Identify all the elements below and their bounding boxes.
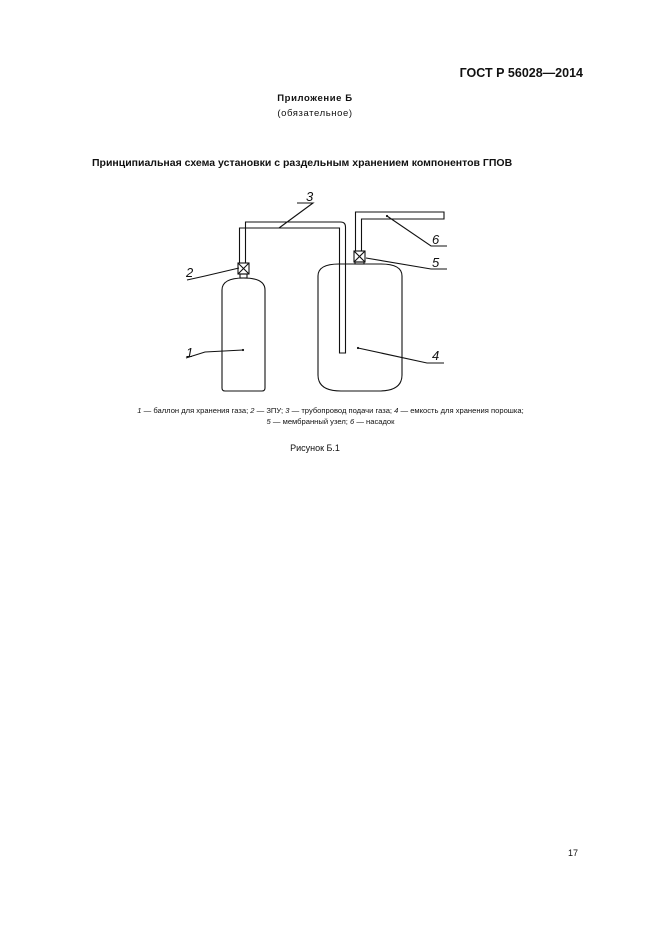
annex-status: (обязательное) — [277, 108, 353, 119]
callout-1: 1 — [186, 345, 194, 360]
legend-item-1-num: 1 — [137, 406, 142, 415]
page-number: 17 — [568, 848, 579, 858]
legend-item-3-num: 3 — [285, 406, 290, 415]
leader-3 — [279, 203, 313, 228]
legend-item-4-num: 4 — [394, 406, 399, 415]
legend-item-5-num: 5 — [266, 417, 271, 426]
legend-item-2-num: 2 — [250, 406, 255, 415]
figure-legend-line-1 — [0, 406, 661, 415]
membrane-neck — [355, 262, 364, 264]
legend-item-3-text: — трубопровод подачи газа; — [289, 406, 395, 415]
zpu-neck — [240, 274, 247, 278]
legend-item-1-text: — баллон для хранения газа; — [141, 406, 251, 415]
leader-1 — [186, 350, 243, 358]
legend-item-6-num: 6 — [349, 417, 355, 426]
powder-vessel — [318, 264, 402, 391]
legend-item-5-text: — мембранный узел; — [270, 417, 350, 426]
callout-3: 3 — [306, 189, 314, 204]
callout-5: 5 — [432, 255, 440, 270]
figure-heading: Принципиальная схема установки с раздельным хранением компонентов ГПОВ — [92, 157, 513, 169]
standard-code: ГОСТ Р 56028—2014 — [459, 66, 583, 80]
legend-item-2-text: — ЗПУ; — [254, 406, 286, 415]
callout-2: 2 — [186, 265, 194, 280]
gas-pipeline — [240, 222, 346, 353]
callout-6: 6 — [432, 232, 440, 247]
callout-4: 4 — [432, 348, 440, 363]
figure-legend-line-2 — [0, 417, 661, 426]
leader-2 — [187, 268, 239, 280]
legend-item-4-text: — емкость для хранения порошка; — [398, 406, 524, 415]
gas-cylinder — [222, 278, 265, 391]
figure-caption: Рисунок Б.1 — [290, 443, 340, 453]
annex-title: Приложение Б — [277, 93, 353, 104]
legend-item-6-text: — насадок — [354, 417, 395, 426]
